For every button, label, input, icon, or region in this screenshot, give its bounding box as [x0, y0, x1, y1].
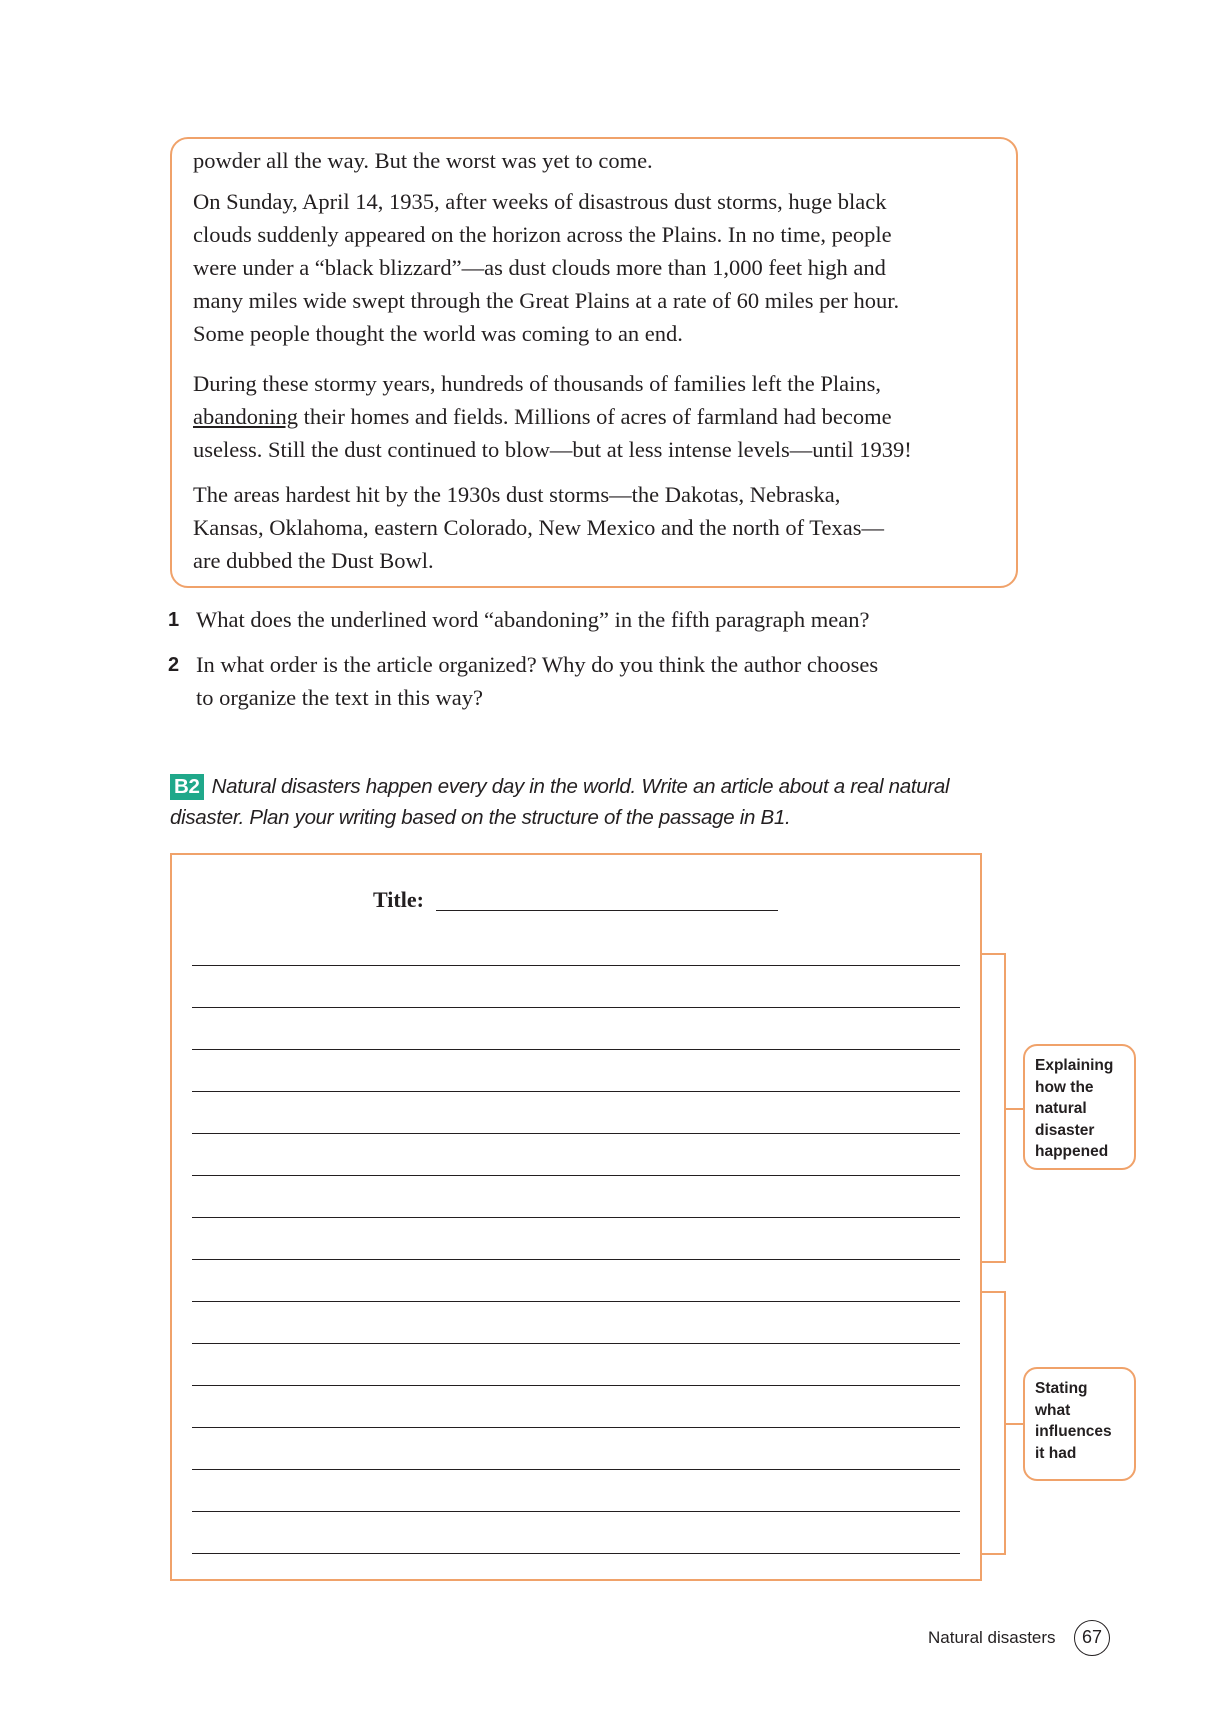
- passage-line: Kansas, Oklahoma, eastern Colorado, New Mexico and the north of Texas—: [193, 515, 884, 540]
- passage-line: are dubbed the Dust Bowl.: [193, 548, 434, 573]
- b2-instruction-line2: disaster. Plan your writing based on the structure of the passage in B1.: [170, 806, 791, 829]
- callout-line: what: [1035, 1401, 1071, 1419]
- writing-line[interactable]: [192, 1175, 960, 1176]
- question-number: 1: [168, 609, 180, 631]
- bracket-2: [982, 1291, 1006, 1555]
- callout-line: happened: [1035, 1143, 1109, 1160]
- writing-line[interactable]: [192, 1301, 960, 1302]
- passage-line: Some people thought the world was coming to an end.: [193, 321, 683, 346]
- writing-line[interactable]: [192, 1007, 960, 1008]
- question-number: 2: [168, 654, 180, 676]
- passage-line: were under a “black blizzard”—as dust clouds more than 1,000 feet high and: [193, 255, 886, 280]
- bracket-connector: [1006, 1423, 1023, 1425]
- writing-line[interactable]: [192, 1343, 960, 1344]
- b2-instruction: [170, 774, 949, 800]
- callout-line: disaster: [1035, 1121, 1095, 1139]
- passage-line: many miles wide swept through the Great Plains at a rate of 60 miles per hour.: [193, 288, 900, 313]
- callout-stating: [1023, 1367, 1136, 1481]
- callout-line: how the: [1035, 1078, 1094, 1096]
- writing-line[interactable]: [192, 1217, 960, 1218]
- b2-text: Natural disasters happen every day in the world. Write an article about a real natural: [211, 775, 950, 798]
- passage-line: The areas hardest hit by the 1930s dust storms—the Dakotas, Nebraska,: [193, 482, 841, 507]
- underlined-word: abandoning: [193, 404, 298, 429]
- callout-line: Stating: [1035, 1380, 1088, 1397]
- passage-line: [193, 406, 892, 429]
- title-label: Title:: [373, 887, 424, 912]
- writing-line[interactable]: [192, 1427, 960, 1428]
- callout-line: Explaining: [1035, 1057, 1114, 1074]
- callout-explaining: [1023, 1044, 1136, 1170]
- writing-line[interactable]: [192, 965, 960, 966]
- writing-line[interactable]: [192, 1553, 960, 1554]
- writing-line[interactable]: [192, 1469, 960, 1470]
- passage-line: clouds suddenly appeared on the horizon across the Plains. In no time, people: [193, 222, 892, 247]
- question-text: In what order is the article organized? Why do you think the author chooses: [196, 652, 879, 677]
- callout-line: natural: [1035, 1100, 1087, 1117]
- callout-line: influences: [1035, 1423, 1112, 1440]
- passage-line: powder all the way. But the worst was yet to come.: [193, 148, 653, 173]
- b2-tag: B2: [170, 774, 204, 800]
- writing-line[interactable]: [192, 1259, 960, 1260]
- page-number: 67: [1074, 1620, 1110, 1656]
- question-text: to organize the text in this way?: [196, 685, 484, 710]
- bracket-1: [982, 953, 1006, 1263]
- writing-line[interactable]: [192, 1049, 960, 1050]
- writing-line[interactable]: [192, 1133, 960, 1134]
- question-text: What does the underlined word “abandoning” in the fifth paragraph mean?: [196, 607, 870, 632]
- passage-text: their homes and fields. Millions of acres of farmland had become: [297, 404, 892, 429]
- writing-line[interactable]: [192, 1091, 960, 1092]
- title-input[interactable]: [436, 910, 778, 911]
- passage-line: On Sunday, April 14, 1935, after weeks of disastrous dust storms, huge black: [193, 189, 887, 214]
- bracket-connector: [1006, 1108, 1023, 1110]
- passage-line: useless. Still the dust continued to blow—but at less intense levels—until 1939!: [193, 437, 912, 462]
- footer-section: Natural disasters: [928, 1628, 1056, 1647]
- writing-line[interactable]: [192, 1385, 960, 1386]
- callout-line: it had: [1035, 1444, 1077, 1462]
- passage-line: During these stormy years, hundreds of thousands of families left the Plains,: [193, 371, 881, 396]
- writing-line[interactable]: [192, 1511, 960, 1512]
